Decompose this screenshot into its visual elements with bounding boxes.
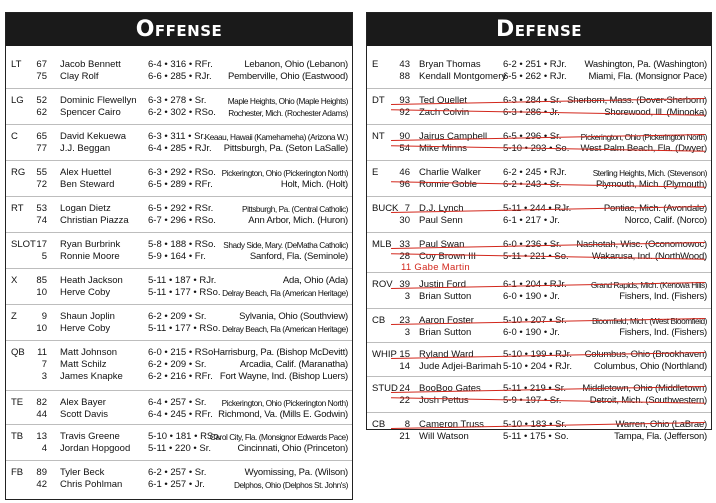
player-name: Paul Senn	[419, 215, 463, 226]
player-name: Ben Steward	[60, 179, 115, 190]
player-hometown: Pickerington, Ohio (Pickerington North)	[221, 398, 348, 408]
player-stats: 5-11 • 177 • RSo.	[148, 287, 221, 298]
jersey-number: 72	[36, 179, 47, 190]
jersey-number: 53	[36, 203, 47, 214]
position-label: TB	[11, 431, 24, 442]
player-hometown: Pontiac, Mich. (Avondale)	[603, 203, 707, 214]
player-name: Mike Minns	[419, 143, 468, 154]
player-hometown: Plymouth, Mich. (Plymouth)	[596, 179, 707, 190]
jersey-number: 54	[399, 143, 410, 154]
player-hometown: Fishers, Ind. (Fishers)	[619, 327, 707, 338]
jersey-number: 67	[36, 59, 47, 70]
offense-position-group	[6, 424, 352, 461]
player-stats: 5-10 • 204 • RJr.	[503, 361, 572, 372]
player-stats: 6-0 • 236 • Sr.	[503, 239, 562, 250]
player-name: Matt Schilz	[60, 359, 107, 370]
player-stats: 6-5 • 262 • RJr.	[503, 71, 567, 82]
player-stats: 6-6 • 285 • RJr.	[148, 71, 212, 82]
player-hometown: Harrisburg, Pa. (Bishop McDevitt)	[213, 347, 348, 358]
player-name: Coy Brown III	[419, 251, 477, 262]
player-name: Justin Ford	[419, 279, 466, 290]
player-hometown: Richmond, Va. (Mills E. Godwin)	[218, 409, 348, 420]
jersey-number: 14	[399, 361, 410, 372]
offense-player-row	[6, 131, 352, 143]
offense-position-group	[6, 160, 352, 197]
player-hometown: Pemberville, Ohio (Eastwood)	[227, 71, 348, 82]
jersey-number: 9	[41, 311, 47, 322]
player-hometown: Tampa, Fla. (Jefferson)	[614, 431, 707, 442]
position-label: DT	[372, 95, 385, 106]
defense-player-row	[367, 215, 711, 227]
player-stats: 6-2 • 243 • Sr.	[503, 179, 562, 190]
player-name: Scott Davis	[60, 409, 109, 420]
jersey-number: 52	[36, 95, 47, 106]
player-stats: 6-0 • 190 • Jr.	[503, 291, 560, 302]
player-stats: 5-10 • 199 • RJr.	[503, 349, 572, 360]
offense-groups	[6, 50, 352, 499]
player-hometown: Pickerington, Ohio (Pickerington North)	[221, 168, 348, 178]
defense-groups	[367, 50, 711, 442]
player-stats: 5-11 • 220 • Sr.	[148, 443, 211, 454]
position-label: FB	[11, 467, 24, 478]
jersey-number: 10	[36, 287, 47, 298]
offense-position-group	[6, 304, 352, 341]
player-hometown: Sylvania, Ohio (Southview)	[239, 311, 348, 322]
player-name: Brian Sutton	[419, 327, 472, 338]
player-stats: 6-2 • 209 • Sr.	[148, 359, 207, 370]
player-stats: 5-10 • 181 • RSo.	[148, 431, 222, 442]
defense-player-row	[367, 291, 711, 303]
defense-position-group	[367, 412, 711, 452]
player-stats: 6-2 • 251 • RJr.	[503, 59, 567, 70]
defense-player-row	[367, 315, 711, 327]
defense-position-group	[367, 196, 711, 233]
position-label: E	[372, 167, 379, 178]
defense-player-row	[367, 349, 711, 361]
player-hometown: Middletown, Ohio (Middletown)	[582, 383, 707, 394]
player-hometown: Detroit, Mich. (Southwestern)	[589, 395, 707, 406]
defense-player-row	[367, 239, 711, 251]
position-label: WHIP	[372, 349, 397, 360]
player-name: Cameron Truss	[419, 419, 484, 430]
player-stats: 6-3 • 278 • Sr.	[148, 95, 207, 106]
defense-player-row	[367, 59, 711, 71]
player-hometown: Shady Side, Mary. (DeMatha Catholic)	[223, 240, 348, 250]
offense-player-row	[6, 215, 352, 227]
defense-player-row	[367, 383, 711, 395]
jersey-number: 11	[37, 347, 47, 358]
jersey-number: 75	[36, 71, 47, 82]
player-hometown: Pittsburgh, Pa. (Seton LaSalle)	[223, 143, 348, 154]
player-name: Will Watson	[419, 431, 469, 442]
jersey-number: 82	[36, 397, 47, 408]
position-label: STUD	[372, 383, 398, 394]
defense-player-row	[367, 431, 711, 443]
player-hometown: Ada, Ohio (Ada)	[282, 275, 348, 286]
player-name: Dominic Flewellyn	[60, 95, 137, 106]
player-hometown: Pittsburgh, Pa. (Central Catholic)	[242, 204, 348, 214]
position-label: X	[11, 275, 18, 286]
defense-player-row	[367, 203, 711, 215]
position-label: C	[11, 131, 18, 142]
player-stats: 5-11 • 175 • So.	[503, 431, 569, 442]
offense-player-row	[6, 275, 352, 287]
player-hometown: Holt, Mich. (Holt)	[280, 179, 348, 190]
player-name: Paul Swan	[419, 239, 465, 250]
player-stats: 6-4 • 285 • RJr.	[148, 143, 212, 154]
player-name: David Kekuewa	[60, 131, 127, 142]
offense-player-row	[6, 179, 352, 191]
offense-position-group	[6, 268, 352, 305]
player-name: Jacob Bennett	[60, 59, 121, 70]
player-stats: 6-3 • 286 • Jr.	[503, 107, 560, 118]
player-name: J.J. Beggan	[60, 143, 111, 154]
player-hometown: Norco, Calif. (Norco)	[624, 215, 707, 226]
offense-player-row	[6, 311, 352, 323]
player-name: Spencer Cairo	[60, 107, 121, 118]
player-name: Josh Pettus	[419, 395, 469, 406]
offense-player-row	[6, 239, 352, 251]
player-stats: 5-9 • 197 • Sr.	[503, 395, 562, 406]
player-hometown: Fort Wayne, Ind. (Bishop Luers)	[219, 371, 348, 382]
defense-player-row	[367, 179, 711, 191]
offense-position-group	[6, 124, 352, 161]
player-name: Ronnie Moore	[60, 251, 120, 262]
jersey-number: 39	[399, 279, 410, 290]
jersey-number: 43	[399, 59, 410, 70]
player-stats: 6-2 • 245 • RJr.	[503, 167, 567, 178]
player-hometown: Shorewood, Ill. (Minooka)	[604, 107, 707, 118]
player-hometown: Cincinnati, Ohio (Princeton)	[237, 443, 348, 454]
offense-position-group	[6, 390, 352, 425]
defense-player-row	[367, 361, 711, 373]
player-hometown: Delphos, Ohio (Delphos St. John's)	[233, 480, 348, 490]
player-hometown: Rochester, Mich. (Rochester Adams)	[228, 108, 348, 118]
player-name: Zach Colvin	[419, 107, 470, 118]
player-hometown: Keaau, Hawaii (Kamehameha) (Arizona W.)	[204, 132, 348, 142]
player-hometown: Carol City, Fla. (Monsignor Edwards Pace)	[209, 432, 348, 442]
player-name: Jordan Hopgood	[60, 443, 131, 454]
jersey-number: 88	[399, 71, 410, 82]
player-hometown: Pickerington, Ohio (Pickerington North)	[580, 132, 707, 142]
player-hometown: West Palm Beach, Fla. (Dwyer)	[580, 143, 707, 154]
offense-player-row	[6, 143, 352, 155]
player-stats: 6-5 • 289 • RFr.	[148, 179, 213, 190]
jersey-number: 3	[41, 371, 47, 382]
jersey-number: 42	[36, 479, 47, 490]
player-hometown: Sanford, Fla. (Seminole)	[249, 251, 348, 262]
player-stats: 5-11 • 244 • RJr.	[503, 203, 572, 214]
jersey-number: 10	[36, 323, 47, 334]
player-name: Chris Pohlman	[60, 479, 123, 490]
jersey-number: 28	[399, 251, 410, 262]
player-stats: 5-10 • 183 • Sr.	[503, 419, 567, 430]
jersey-number: 7	[404, 203, 410, 214]
jersey-number: 74	[36, 215, 47, 226]
position-label: QB	[11, 347, 25, 358]
jersey-number: 30	[399, 215, 410, 226]
player-stats: 6-4 • 257 • Sr.	[148, 397, 207, 408]
player-hometown: Bloomfield, Mich. (West Bloomfield)	[591, 316, 707, 326]
player-stats: 5-11 • 177 • RSo.	[148, 323, 221, 334]
player-stats: 6-2 • 209 • Sr.	[148, 311, 207, 322]
player-name: BooBoo Gates	[419, 383, 481, 394]
player-stats: 5-11 • 221 • So.	[503, 251, 569, 262]
defense-depth-chart	[366, 12, 712, 442]
jersey-number: 62	[36, 107, 47, 118]
player-stats: 6-4 • 245 • RFr.	[148, 409, 213, 420]
defense-player-row	[367, 167, 711, 179]
player-stats: 6-2 • 216 • RFr.	[148, 371, 213, 382]
player-hometown: Ann Arbor, Mich. (Huron)	[248, 215, 348, 226]
defense-player-row	[367, 419, 711, 431]
jersey-number: 96	[399, 179, 410, 190]
player-hometown: Wyomissing, Pa. (Wilson)	[244, 467, 348, 478]
player-name: D.J. Lynch	[419, 203, 464, 214]
player-name: Travis Greene	[60, 431, 120, 442]
player-stats: 5-10 • 207 • Sr.	[503, 315, 567, 326]
jersey-number: 89	[36, 467, 47, 478]
player-hometown: Sherborn, Mass. (Dover-Sherborn)	[567, 95, 707, 106]
offense-position-group	[6, 340, 352, 391]
offense-player-row	[6, 323, 352, 335]
player-hometown: Wakarusa, Ind. (NorthWood)	[591, 251, 707, 262]
jersey-number: 21	[399, 431, 410, 442]
player-name: Herve Coby	[60, 323, 111, 334]
offense-player-row	[6, 431, 352, 443]
defense-position-group	[367, 272, 711, 309]
defense-position-group	[367, 88, 711, 125]
jersey-number: 3	[404, 327, 410, 338]
jersey-number: 15	[399, 349, 410, 360]
jersey-number: 24	[399, 383, 410, 394]
player-hometown: Maple Heights, Ohio (Maple Heights)	[227, 96, 348, 106]
player-name: Jude Adjei-Barimah	[419, 361, 502, 372]
player-hometown: Fishers, Ind. (Fishers)	[619, 291, 707, 302]
player-name: Heath Jackson	[60, 275, 123, 286]
jersey-number: 65	[36, 131, 47, 142]
player-name: James Knapke	[60, 371, 123, 382]
jersey-number: 17	[36, 239, 47, 250]
position-label: CB	[372, 315, 386, 326]
offense-player-row	[6, 397, 352, 409]
position-label: Z	[11, 311, 17, 322]
offense-position-group	[6, 196, 352, 233]
position-label: E	[372, 59, 379, 70]
jersey-number: 90	[399, 131, 410, 142]
player-stats: 6-0 • 190 • Jr.	[503, 327, 560, 338]
defense-position-group	[367, 308, 711, 343]
player-hometown: Grand Rapids, Mich. (Kenowa Hills)	[590, 280, 707, 290]
player-stats: 6-3 • 292 • RSo.	[148, 167, 216, 178]
player-stats: 6-5 • 292 • RSr.	[148, 203, 214, 214]
handwritten-note: 11 Gabe Martin	[401, 262, 470, 273]
offense-player-row	[6, 443, 352, 455]
defense-player-row	[367, 71, 711, 83]
jersey-number: 13	[36, 431, 47, 442]
player-name: Jairus Campbell	[419, 131, 488, 142]
player-name: Alex Bayer	[60, 397, 106, 408]
defense-player-row	[367, 143, 711, 155]
player-stats: 6-0 • 215 • RSo.	[148, 347, 216, 358]
jersey-number: 4	[41, 443, 47, 454]
player-hometown: Washington, Pa. (Washington)	[584, 59, 707, 70]
jersey-number: 5	[41, 251, 47, 262]
offense-player-row	[6, 167, 352, 179]
player-name: Aaron Foster	[419, 315, 474, 326]
defense-header: Defense	[367, 13, 711, 46]
jersey-number: 44	[36, 409, 47, 420]
player-stats: 6-1 • 217 • Jr.	[503, 215, 560, 226]
player-hometown: Nashotah, Wisc. (Oconomowoc)	[576, 239, 707, 250]
defense-position-group	[367, 160, 711, 197]
offense-player-row	[6, 479, 352, 491]
defense-position-group	[367, 376, 711, 413]
player-name: Brian Sutton	[419, 291, 472, 302]
player-stats: 6-2 • 302 • RSo.	[148, 107, 216, 118]
jersey-number: 77	[36, 143, 47, 154]
position-label: RT	[11, 203, 24, 214]
defense-player-row	[367, 107, 711, 119]
jersey-number: 93	[399, 95, 410, 106]
position-label: LT	[11, 59, 22, 70]
defense-player-row	[367, 95, 711, 107]
jersey-number: 22	[399, 395, 410, 406]
jersey-number: 3	[404, 291, 410, 302]
player-stats: 6-4 • 316 • RFr.	[148, 59, 213, 70]
player-name: Ryan Burbrink	[60, 239, 121, 250]
position-label: SLOT	[11, 239, 36, 250]
position-label: RG	[11, 167, 26, 178]
offense-player-row	[6, 359, 352, 371]
jersey-number: 33	[399, 239, 410, 250]
player-name: Logan Dietz	[60, 203, 111, 214]
position-label: CB	[372, 419, 386, 430]
player-hometown: Warren, Ohio (LaBrae)	[615, 419, 707, 430]
jersey-number: 85	[36, 275, 47, 286]
player-name: Ted Ouellet	[419, 95, 468, 106]
defense-player-row	[367, 327, 711, 339]
jersey-number: 92	[399, 107, 410, 118]
jersey-number: 23	[399, 315, 410, 326]
defense-player-row	[367, 279, 711, 291]
player-stats: 5-11 • 219 • Sr.	[503, 383, 566, 394]
player-hometown: Delray Beach, Fla (American Heritage)	[222, 324, 348, 334]
player-name: Clay Rolf	[60, 71, 99, 82]
player-name: Herve Coby	[60, 287, 111, 298]
player-hometown: Arcadia, Calif. (Maranatha)	[239, 359, 348, 370]
player-stats: 6-7 • 296 • RSo.	[148, 215, 216, 226]
offense-position-group	[6, 52, 352, 89]
player-name: Kendall Montgomery	[419, 71, 507, 82]
player-stats: 5-8 • 188 • RSo.	[148, 239, 216, 250]
position-label: BUCK	[372, 203, 399, 214]
player-hometown: Delray Beach, Fla (American Heritage)	[222, 288, 348, 298]
offense-player-row	[6, 59, 352, 71]
player-hometown: Sterling Heights, Mich. (Stevenson)	[592, 168, 707, 178]
player-stats: 5-9 • 164 • Fr.	[148, 251, 206, 262]
offense-position-group	[6, 232, 352, 269]
position-label: MLB	[372, 239, 392, 250]
defense-player-row	[367, 395, 711, 407]
player-name: Alex Huettel	[60, 167, 112, 178]
position-label: TE	[11, 397, 24, 408]
player-hometown: Columbus, Ohio (Brookhaven)	[584, 349, 707, 360]
player-name: Christian Piazza	[60, 215, 129, 226]
player-stats: 6-2 • 257 • Sr.	[148, 467, 207, 478]
player-stats: 6-3 • 284 • Sr.	[503, 95, 562, 106]
defense-position-group	[367, 124, 711, 161]
player-hometown: Lebanon, Ohio (Lebanon)	[244, 59, 348, 70]
player-name: Ryland Ward	[419, 349, 474, 360]
offense-player-row	[6, 95, 352, 107]
player-name: Tyler Beck	[60, 467, 105, 478]
position-label: LG	[11, 95, 24, 106]
offense-position-group	[6, 88, 352, 125]
player-stats: 6-3 • 311 • Sr.	[148, 131, 206, 142]
jersey-number: 46	[399, 167, 410, 178]
offense-depth-chart	[5, 12, 353, 500]
player-name: Matt Johnson	[60, 347, 118, 358]
offense-player-row	[6, 251, 352, 263]
player-name: Shaun Joplin	[60, 311, 115, 322]
defense-player-row	[367, 131, 711, 143]
player-stats: 6-5 • 296 • Sr.	[503, 131, 562, 142]
offense-header: Offense	[6, 13, 352, 46]
offense-player-row	[6, 347, 352, 359]
player-stats: 6-1 • 204 • RJr.	[503, 279, 567, 290]
defense-position-group	[367, 52, 711, 89]
player-stats: 5-11 • 187 • RJr.	[148, 275, 217, 286]
offense-player-row	[6, 287, 352, 299]
position-label: NT	[372, 131, 385, 142]
player-hometown: Columbus, Ohio (Northland)	[593, 361, 707, 372]
player-name: Charlie Walker	[419, 167, 481, 178]
player-name: Bryan Thomas	[419, 59, 481, 70]
jersey-number: 8	[404, 419, 410, 430]
player-hometown: Miami, Fla. (Monsignor Pace)	[588, 71, 707, 82]
player-stats: 5-10 • 293 • So.	[503, 143, 570, 154]
offense-player-row	[6, 71, 352, 83]
player-name: Ronnie Goble	[419, 179, 478, 190]
defense-position-group	[367, 232, 711, 273]
player-stats: 6-1 • 257 • Jr.	[148, 479, 205, 490]
offense-position-group	[6, 460, 352, 500]
offense-player-row	[6, 409, 352, 421]
defense-position-group	[367, 342, 711, 377]
offense-player-row	[6, 371, 352, 383]
offense-player-row	[6, 467, 352, 479]
offense-player-row	[6, 203, 352, 215]
jersey-number: 55	[36, 167, 47, 178]
jersey-number: 7	[41, 359, 47, 370]
position-label: ROV	[372, 279, 393, 290]
offense-player-row	[6, 107, 352, 119]
